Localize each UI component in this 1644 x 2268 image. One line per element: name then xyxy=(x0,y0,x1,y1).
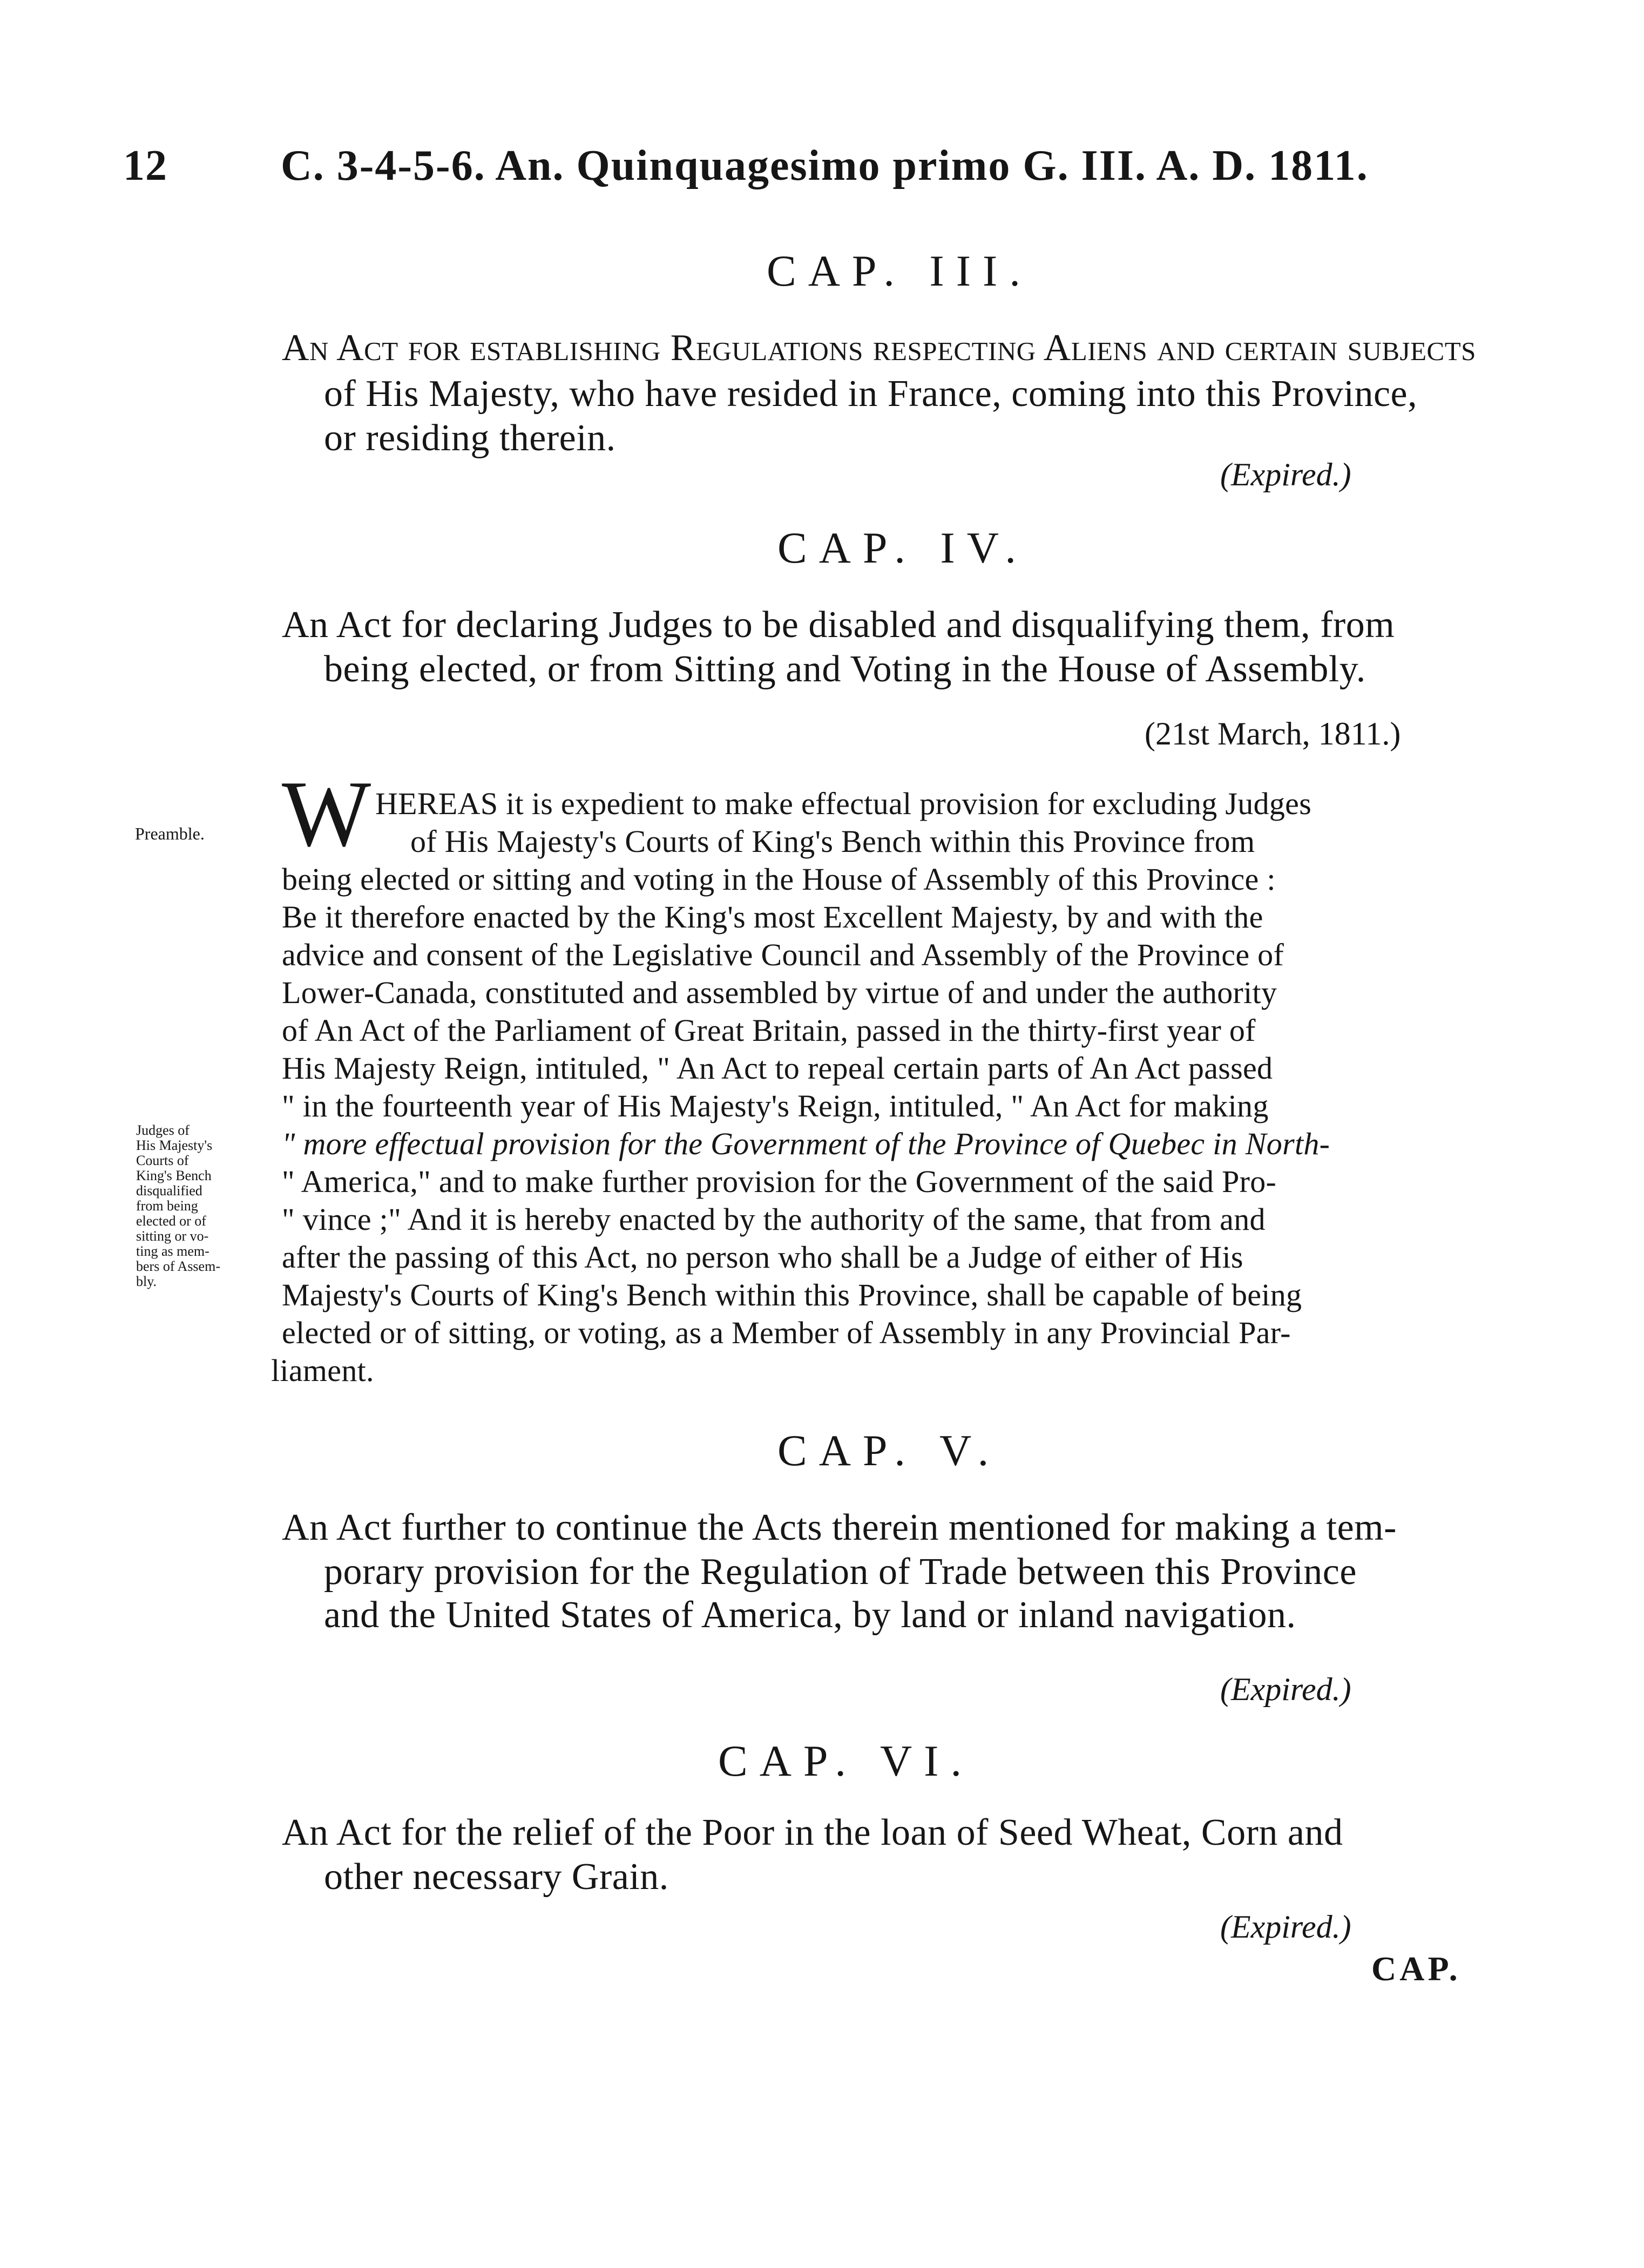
cap-5-title-line: and the United States of America, by land or inland navigation. xyxy=(324,1594,1296,1636)
body-line: Majesty's Courts of King's Bench within this Province, shall be capable of being xyxy=(282,1277,1302,1312)
margin-note-line: sitting or vo- xyxy=(136,1228,209,1244)
cap-5-title-line: An Act further to continue the Acts therein mentioned for making a tem- xyxy=(282,1507,1397,1548)
margin-note-line: elected or of xyxy=(136,1213,206,1229)
margin-note-line: His Majesty's xyxy=(136,1138,213,1153)
body-line: His Majesty Reign, intituled, " An Act to repeal certain parts of An Act passed xyxy=(282,1051,1273,1086)
cap-6-title-line: other necessary Grain. xyxy=(324,1856,669,1898)
body-line: of His Majesty's Courts of King's Bench within this Province from xyxy=(410,824,1255,859)
cap-4-title-line: being elected, or from Sitting and Voting in the House of Assembly. xyxy=(324,648,1366,690)
body-line: liament. xyxy=(271,1353,374,1388)
catchword: CAP. xyxy=(1371,1949,1461,1988)
body-line: Be it therefore enacted by the King's most Excellent Majesty, by and with the xyxy=(282,899,1263,935)
cap-5-title-line: porary provision for the Regulation of Trade between this Province xyxy=(324,1551,1357,1593)
body-line: advice and consent of the Legislative Council and Assembly of the Province of xyxy=(282,937,1284,972)
body-line: " vince ;" And it is hereby enacted by the authority of the same, that from and xyxy=(282,1202,1266,1237)
body-line: " more effectual provision for the Government of the Province of Quebec in North- xyxy=(282,1126,1330,1161)
margin-note-line: from being xyxy=(136,1198,198,1214)
body-line: after the passing of this Act, no person who shall be a Judge of either of His xyxy=(282,1240,1243,1275)
cap-4-heading: CAP. IV. xyxy=(777,523,1028,572)
body-line: Lower-Canada, constituted and assembled by virtue of and under the authority xyxy=(282,975,1277,1010)
cap-3-title-line: or residing therein. xyxy=(324,417,616,459)
cap-3-title-line: An Act for establishing Regulations respecting Aliens and certain subjects xyxy=(282,327,1476,369)
running-head: C. 3-4-5-6. An. Quinquagesimo primo G. III. A. D. 1811. xyxy=(281,142,1369,189)
drop-cap: W xyxy=(282,761,371,866)
cap-5-heading: CAP. V. xyxy=(777,1426,1001,1475)
cap-3-status: (Expired.) xyxy=(1220,457,1351,492)
cap-6-title-line: An Act for the relief of the Poor in the loan of Seed Wheat, Corn and xyxy=(282,1812,1343,1853)
cap-3-heading: CAP. III. xyxy=(767,246,1032,295)
body-line: " in the fourteenth year of His Majesty's Reign, intituled, " An Act for making xyxy=(282,1088,1269,1123)
body-line: of An Act of the Parliament of Great Britain, passed in the thirty-first year of xyxy=(282,1013,1256,1048)
margin-note-line: Courts of xyxy=(136,1153,189,1168)
margin-note xyxy=(136,1123,220,1289)
margin-note-line: disqualified xyxy=(136,1183,202,1199)
body-line: being elected or sitting and voting in the House of Assembly of this Province : xyxy=(282,862,1276,897)
cap-6-heading: CAP. VI. xyxy=(718,1736,973,1785)
margin-note-line: King's Bench xyxy=(136,1168,212,1183)
margin-note-line: bers of Assem- xyxy=(136,1258,220,1274)
body-line: " America," and to make further provision for the Government of the said Pro- xyxy=(282,1164,1277,1199)
page-number: 12 xyxy=(123,142,167,189)
margin-note-line: bly. xyxy=(136,1274,157,1289)
margin-note-line: ting as mem- xyxy=(136,1243,209,1259)
margin-note-preamble: Preamble. xyxy=(135,824,205,843)
cap-5-status: (Expired.) xyxy=(1220,1671,1351,1707)
cap-3-title-line: of His Majesty, who have resided in France, coming into this Province, xyxy=(324,373,1418,415)
margin-note-line: Judges of xyxy=(136,1122,190,1138)
cap-4-date: (21st March, 1811.) xyxy=(1145,716,1401,752)
cap-4-title-line: An Act for declaring Judges to be disabled and disqualifying them, from xyxy=(282,604,1395,646)
body-line: HEREAS it is expedient to make effectual provision for excluding Judges xyxy=(375,786,1312,821)
cap-6-status: (Expired.) xyxy=(1220,1909,1351,1945)
body-line: elected or of sitting, or voting, as a Member of Assembly in any Provincial Par- xyxy=(282,1315,1291,1350)
